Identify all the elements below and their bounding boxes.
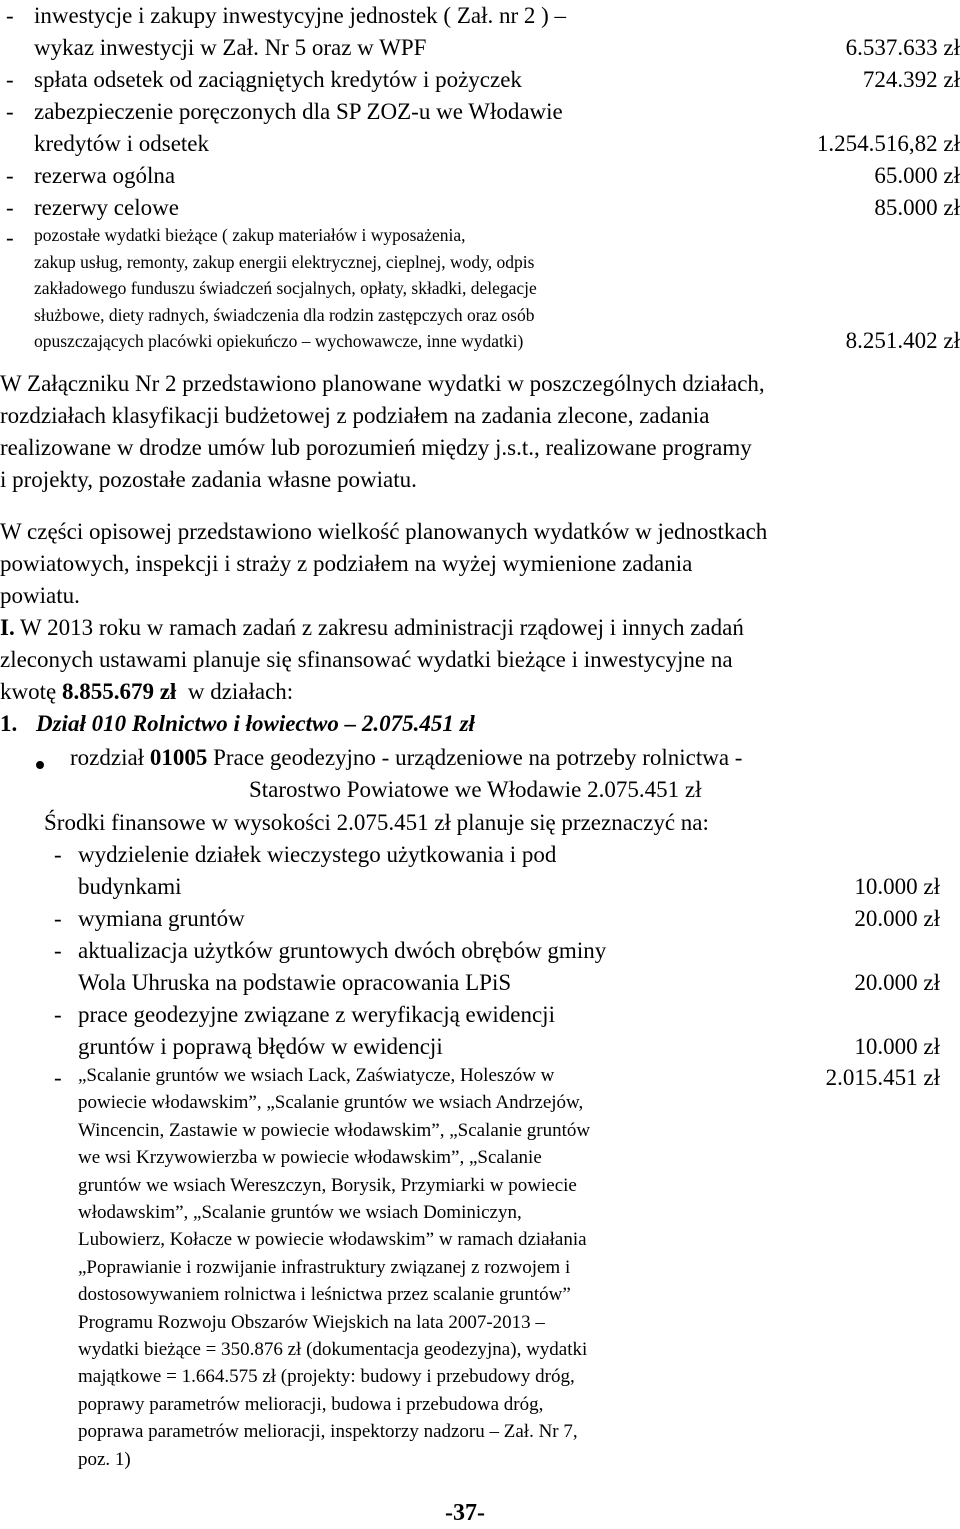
text-line: Programu Rozwoju Obszarów Wiejskich na lata 2007-2013 –: [78, 1311, 545, 1333]
list-item-amount: 85.000 zł: [874, 195, 960, 220]
text-line: zakup usług, remonty, zakup energii elektrycznej, cieplnej, wody, odpis: [34, 251, 535, 272]
text-line: rozdziałach klasyfikacji budżetowej z podziałem na zadania zlecone, zadania: [0, 403, 710, 428]
text-fragment: kwotę: [0, 679, 62, 704]
list-item-label: gruntów i poprawą błędów w ewidencji: [78, 1034, 443, 1059]
text-line: włodawskim”, „Scalanie gruntów we wsiach Dominiczyn,: [78, 1202, 522, 1224]
text-line: realizowane w drodze umów lub porozumień między j.s.t., realizowane programy: [0, 435, 752, 460]
list-item-amount: 8.251.402 zł: [845, 328, 960, 353]
text-line: Wincencin, Zastawie w powiecie włodawskim”, „Scalanie gruntów: [78, 1119, 591, 1141]
list-item-amount: 20.000 zł: [854, 970, 940, 995]
rozdzial-code: 01005: [149, 745, 208, 770]
text-line: pozostałe wydatki bieżące ( zakup materiałów i wyposażenia,: [34, 225, 466, 245]
list-item-label: zabezpieczenie poręczonych dla SP ZOZ-u we Włodawie: [34, 99, 563, 124]
text-line: wydatki bieżące = 350.876 zł (dokumentacja geodezyjna), wydatki: [78, 1339, 588, 1361]
text-line: we wsi Krzywowierzba w powiecie włodawskim”, „Scalanie: [78, 1147, 542, 1169]
list-dash: -: [6, 195, 14, 220]
text-line: poprawa parametrów melioracji, inspektorzy nadzoru – Zał. Nr 7,: [78, 1421, 578, 1443]
list-dash: -: [54, 1065, 62, 1090]
list-dash: -: [6, 163, 14, 188]
list-item-label: aktualizacja użytków gruntowych dwóch obrębów gminy: [78, 938, 607, 963]
list-dash: -: [54, 938, 62, 963]
text-line: gruntów we wsiach Wereszczyn, Borysik, Przymiarki w powiecie: [78, 1174, 577, 1196]
list-item-label: budynkami: [78, 874, 182, 899]
paragraph: [0, 368, 930, 496]
list-item-label: inwestycje i zakupy inwestycyjne jednostek ( Zał. nr 2 ) –: [34, 3, 567, 28]
heading-number: 1.: [0, 711, 18, 736]
text-line: W części opisowej przedstawiono wielkość planowanych wydatków w jednostkach: [0, 519, 768, 544]
list-item-label: wydzielenie działek wieczystego użytkowania i pod: [78, 842, 557, 867]
list-dash: -: [54, 842, 62, 867]
bullet-icon: [36, 761, 44, 769]
text-line: i projekty, pozostałe zadania własne powiatu.: [0, 467, 417, 492]
text-fragment: w działach:: [176, 679, 294, 704]
text-line: służbowe, diety radnych, świadczenia dla rodzin zastępczych oraz osób: [34, 304, 535, 325]
list-dash: -: [6, 3, 14, 28]
list-item-label: rezerwa ogólna: [34, 163, 176, 188]
scalanie-text: [78, 1062, 718, 1473]
heading-title: Dział 010 Rolnictwo i łowiectwo – 2.075.451 zł: [36, 711, 475, 736]
list-item-amount: 10.000 zł: [854, 874, 940, 899]
text-line: powiatu.: [0, 583, 80, 608]
text-line: „Scalanie gruntów we wsiach Lack, Zaświatycze, Holeszów w: [78, 1065, 555, 1086]
text-line: zakładowego funduszu świadczeń socjalnych, opłaty, składki, delegacje: [34, 278, 537, 298]
text-line: Starostwo Powiatowe we Włodawie 2.075.451 zł: [249, 777, 702, 802]
section-marker: I.: [0, 615, 15, 640]
text-line: W 2013 roku w ramach zadań z zakresu administracji rządowej i innych zadań: [20, 615, 744, 640]
text-line: W Załączniku Nr 2 przedstawiono planowane wydatki w poszczególnych działach,: [0, 371, 765, 396]
text-line: Lubowierz, Kołacze w powiecie włodawskim” w ramach działania: [78, 1229, 587, 1251]
list-item-label: spłata odsetek od zaciągniętych kredytów i pożyczek: [34, 67, 522, 92]
text-line: dostosowywaniem rolnictwa i leśnictwa przez scalanie gruntów”: [78, 1284, 571, 1306]
list-item-label: wymiana gruntów: [78, 906, 245, 931]
list-item-label: rezerwy celowe: [34, 195, 179, 220]
list-item-amount: 10.000 zł: [854, 1034, 940, 1059]
total-amount: 8.855.679 zł: [61, 679, 177, 704]
section-i: [0, 612, 930, 708]
list-dash: -: [54, 1002, 62, 1027]
list-item-amount: 724.392 zł: [862, 67, 960, 92]
list-item-amount: 2.015.451 zł: [825, 1065, 940, 1090]
list-dash: -: [6, 99, 14, 124]
list-dash: -: [54, 906, 62, 931]
text-line: opuszczających placówki opiekuńczo – wychowawcze, inne wydatki): [34, 331, 524, 351]
text-line: zleconych ustawami planuje się sfinansować wydatki bieżące i inwestycyjne na: [0, 647, 733, 672]
list-item-label: prace geodezyjne związane z weryfikacją ewidencji: [78, 1002, 555, 1027]
list-dash: -: [6, 67, 14, 92]
text-line: poprawy parametrów melioracji, budowa i przebudowa dróg,: [78, 1393, 544, 1415]
list-item-label: kredytów i odsetek: [34, 131, 210, 156]
list-item-amount: 65.000 zł: [874, 163, 960, 188]
list-item-label: wykaz inwestycji w Zał. Nr 5 oraz w WPF: [34, 35, 427, 60]
text-line: majątkowe = 1.664.575 zł (projekty: budowy i przebudowy dróg,: [78, 1366, 575, 1388]
other-expenses-text: [34, 222, 674, 355]
text-line: Środki finansowe w wysokości 2.075.451 zł planuje się przeznaczyć na:: [44, 810, 709, 835]
list-item-label: Wola Uhruska na podstawie opracowania LPiS: [78, 970, 512, 995]
list-item-amount: 1.254.516,82 zł: [816, 131, 960, 156]
text-fragment: Prace geodezyjno - urządzeniowe na potrzeby rolnictwa -: [207, 745, 743, 770]
text-line: poz. 1): [78, 1448, 131, 1470]
paragraph: [0, 516, 930, 612]
text-line: powiatowych, inspekcji i straży z podziałem na wyżej wymienione zadania: [0, 551, 693, 576]
text-line: powiecie włodawskim”, „Scalanie gruntów we wsiach Andrzejów,: [78, 1092, 584, 1114]
list-dash: -: [6, 225, 14, 250]
text-fragment: rozdział: [70, 745, 150, 770]
page-number: -37-: [445, 1500, 485, 1526]
list-item-amount: 20.000 zł: [854, 906, 940, 931]
text-line: „Poprawianie i rozwijanie infrastruktury związanej z rozwojem i: [78, 1256, 571, 1278]
list-item-amount: 6.537.633 zł: [845, 35, 960, 60]
